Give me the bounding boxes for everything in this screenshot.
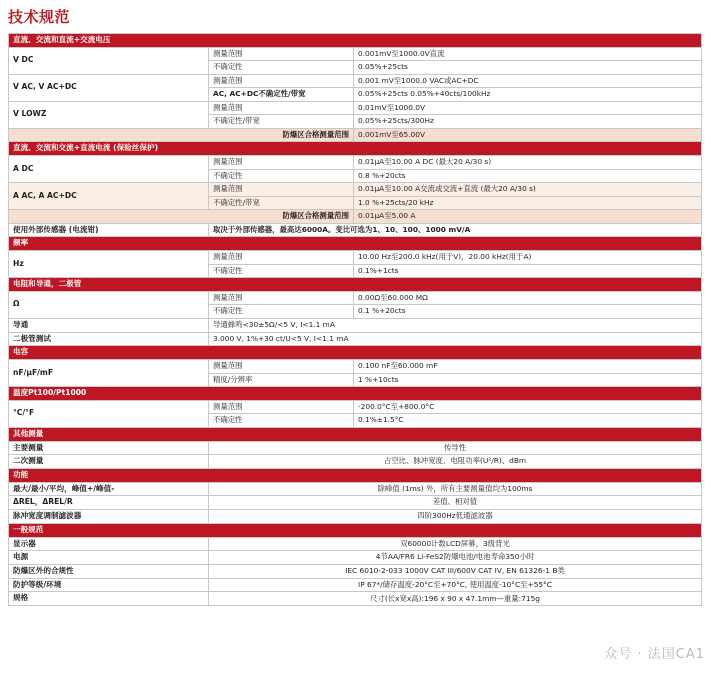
measurement-label: 导通 [9,318,209,332]
parameter-value: 尺寸(长x宽x高):196 x 90 x 47.1mm—重量:715g [209,592,702,606]
section-header-row [9,523,702,537]
parameter-value: 0.001mV至65.00V [354,128,702,142]
parameter-value: 0.05%+25cts 0.05%+40cts/100kHz [354,88,702,102]
table-row [9,47,702,61]
parameter-label: 不确定性 [209,61,354,75]
section-header-label: 电容 [9,346,702,360]
section-header-label: 电阻和导通，二极管 [9,278,702,292]
table-row [9,482,702,496]
measurement-label: 显示器 [9,537,209,551]
parameter-value: 10.00 Hz至200.0 kHz(用于V)，20.00 kHz(用于A) [354,251,702,265]
measurement-label: 使用外部传感器 (电流钳) [9,223,209,237]
parameter-value: 0.00Ω至60.000 MΩ [354,291,702,305]
parameter-value: IEC 6010-2-033 1000V CAT III/600V CAT IV, EN 61326-1 B类 [209,564,702,578]
table-row [9,360,702,374]
table-row [9,551,702,565]
measurement-label: Ω [9,291,209,318]
table-row [9,74,702,88]
measurement-label: ΔREL，ΔREL/R [9,496,209,510]
table-row [9,496,702,510]
measurement-label: nF/μF/mF [9,360,209,387]
parameter-value: 0.1%±1.5°C [354,414,702,428]
parameter-label: 测量范围 [209,251,354,265]
parameter-value: 0.001 mV至1000.0 VAC或AC+DC [354,74,702,88]
table-row [9,183,702,197]
watermark-text: 众号 · 法国CA1 [604,647,705,662]
parameter-label: 测量范围 [209,47,354,61]
measurement-label: V DC [9,47,209,74]
measurement-label: 二次测量 [9,455,209,469]
table-row [9,592,702,606]
parameter-value: 0.001mV至1000.0V直流 [354,47,702,61]
section-header-label: 其他测量 [9,427,702,441]
parameter-value: 0.01μA至10.00 A DC (最大20 A/30 s) [354,156,702,170]
section-header-row [9,427,702,441]
parameter-value: 0.100 nF至60.000 mF [354,360,702,374]
table-row [9,564,702,578]
measurement-label: 二极管测试 [9,332,209,346]
table-row [9,318,702,332]
table-row [9,400,702,414]
parameter-value: 1.0 %+25cts/20 kHz [354,196,702,210]
section-header-label: 频率 [9,237,702,251]
measurement-label: 最大/最小/平均，峰值+/峰值- [9,482,209,496]
specifications-table [8,33,702,606]
parameter-label: 防爆区合格测量范围 [9,210,354,224]
parameter-label: 精度/分辨率 [209,373,354,387]
parameter-value: 占空比、脉冲宽度、电阻功率(U²/R)、dBm [209,455,702,469]
section-header-row [9,237,702,251]
section-header-label: 直流、交流和直流+交流电压 [9,34,702,48]
table-row [9,455,702,469]
section-header-row [9,142,702,156]
parameter-label: AC, AC+DC不确定性/带宽 [209,88,354,102]
measurement-label: °C/°F [9,400,209,427]
parameter-value: 传导性 [209,441,702,455]
parameter-value: 0.01mV至1000.0V [354,101,702,115]
section-header-row [9,387,702,401]
measurement-label: 主要测量 [9,441,209,455]
parameter-value: 0.05%+25cts/300Hz [354,115,702,129]
table-row [9,223,702,237]
page-title: 技术规范 [8,8,71,26]
measurement-label: 防护等级/环境 [9,578,209,592]
parameter-label: 不确定性/带宽 [209,115,354,129]
section-header-label: 直流、交流和交流+直流电流 (保险丝保护) [9,142,702,156]
table-row [9,210,702,224]
parameter-value: 0.01μA至10.00 A交流或交流+直流 (最大20 A/30 s) [354,183,702,197]
parameter-value: 0.1%+1cts [354,264,702,278]
parameter-label: 测量范围 [209,101,354,115]
parameter-value: 四阶300Hz低通滤波器 [209,510,702,524]
parameter-value: 0.1 %+20cts [354,305,702,319]
parameter-label: 测量范围 [209,74,354,88]
parameter-value: 0.8 %+20cts [354,169,702,183]
table-row [9,578,702,592]
parameter-value: IP 67*/储存温度-20°C至+70°C, 使用温度-10°C至+55°C [209,578,702,592]
table-row [9,291,702,305]
parameter-value: -200.0°C至+800.0°C [354,400,702,414]
parameter-value: 除峰值 (1ms) 外，所有主要测量值均为100ms [209,482,702,496]
section-header-row [9,468,702,482]
measurement-label: Hz [9,251,209,278]
parameter-value: 1 %+10cts [354,373,702,387]
parameter-value: 差值、相对值 [209,496,702,510]
parameter-label: 测量范围 [209,400,354,414]
parameter-label: 不确定性 [209,264,354,278]
parameter-label: 不确定性 [209,305,354,319]
table-row [9,251,702,265]
section-header-label: 温度Pt100/Pt1000 [9,387,702,401]
parameter-value: 导通蜂鸣<30±5Ω/<5 V, I<1.1 mA [209,318,702,332]
measurement-label: A DC [9,156,209,183]
parameter-label: 测量范围 [209,360,354,374]
parameter-value: 取决于外部传感器，最高达6000A。变比可选为1、10、100、1000 mV/A [209,223,702,237]
section-header-row [9,346,702,360]
parameter-label: 测量范围 [209,183,354,197]
parameter-label: 防爆区合格测量范围 [9,128,354,142]
section-header-row [9,34,702,48]
measurement-label: V LOWZ [9,101,209,128]
table-row [9,510,702,524]
parameter-value: 0.01μA至5.00 A [354,210,702,224]
section-header-label: 一般规范 [9,523,702,537]
parameter-value: 0.05%+25cts [354,61,702,75]
parameter-label: 测量范围 [209,156,354,170]
table-row [9,128,702,142]
table-row [9,537,702,551]
measurement-label: A AC, A AC+DC [9,183,209,210]
section-header-label: 功能 [9,468,702,482]
section-header-row [9,278,702,292]
parameter-label: 不确定性/带宽 [209,196,354,210]
table-row [9,441,702,455]
measurement-label: 脉冲宽度调制滤波器 [9,510,209,524]
parameter-label: 测量范围 [209,291,354,305]
table-row [9,332,702,346]
measurement-label: V AC, V AC+DC [9,74,209,101]
measurement-label: 电源 [9,551,209,565]
parameter-label: 不确定性 [209,414,354,428]
measurement-label: 规格 [9,592,209,606]
table-row [9,101,702,115]
parameter-value: 4节AA/FR6 Li-FeS2防爆电池/电池寿命350小时 [209,551,702,565]
parameter-value: 双60000计数LCD屏幕，3级背光 [209,537,702,551]
parameter-label: 不确定性 [209,169,354,183]
table-row [9,156,702,170]
measurement-label: 防爆区外的合规性 [9,564,209,578]
parameter-value: 3.000 V, 1%+30 ct/U<5 V, I<1.1 mA [209,332,702,346]
